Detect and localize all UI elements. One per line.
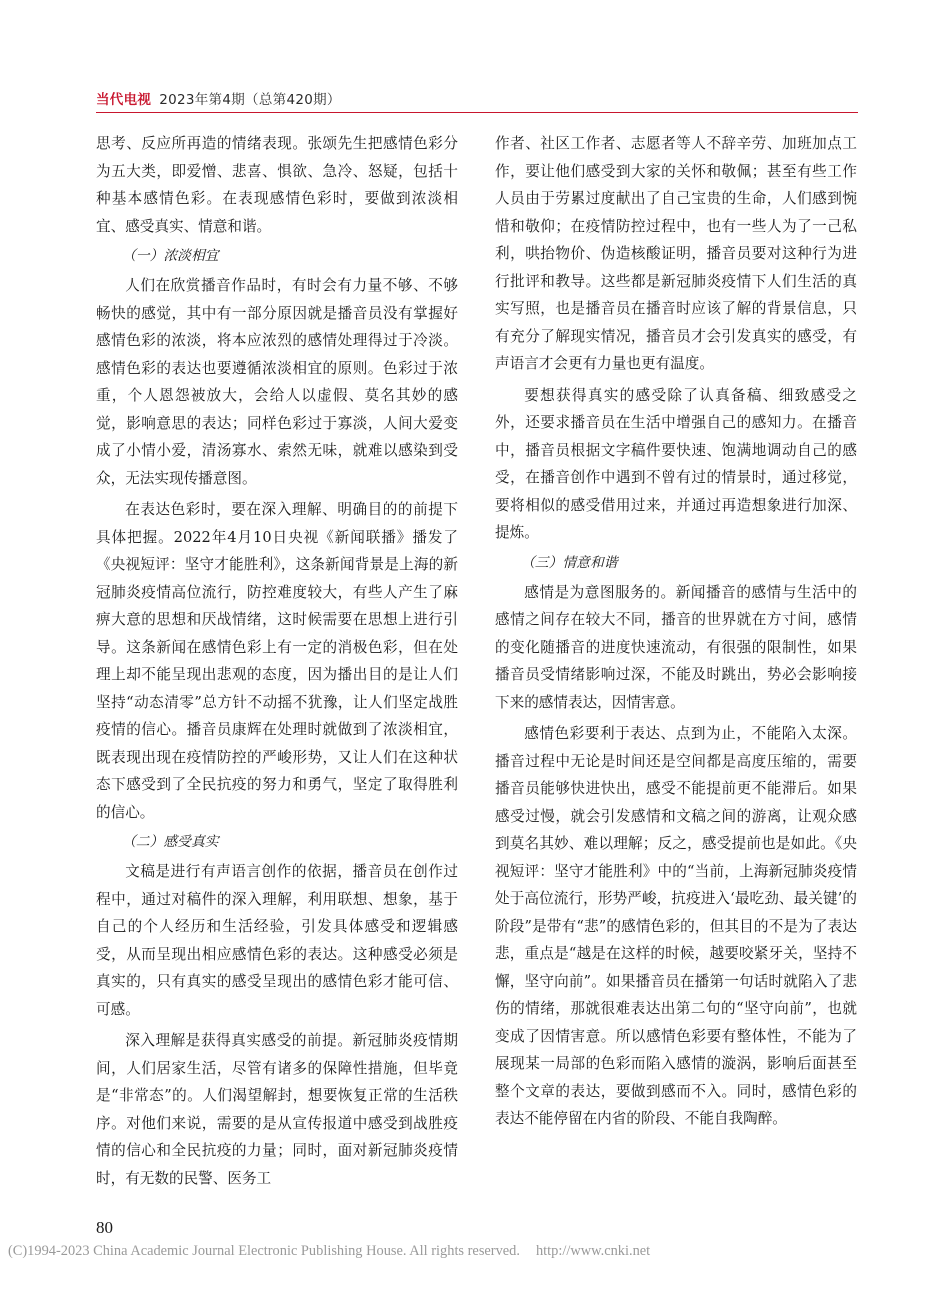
body-paragraph: 感情色彩要利于表达、点到为止，不能陷入太深。播音过程中无论是时间还是空间都是高度压缩的，需要播音员能够快进快出，感受不能提前更不能滞后。如果感受过慢，就会引发感情和文稿之间的游离，让观众感到莫名其妙、难以理解；反之，感受提前也是如此。《央视短评：坚守才能胜利》中的“当前，上海新冠肺炎疫情处于高位流行，形势严峻，抗疫进入‘最吃劲、最关键’的阶段”是带有“悲”的感情色彩的，但其目的不是为了表达悲，重点是“越是在这样的时候，越要咬紧牙关，坚持不懈，坚守向前”。如果播音员在播第一句话时就陷入了悲伤的情绪，那就很难表达出第二句的“坚守向前”，也就变成了因情害意。所以感情色彩要有整体性，不能为了展现某一局部的色彩而陷入感情的漩涡，影响后面甚至整个文章的表达，要做到感而不入。同时，感情色彩的表达不能停留在内省的阶段、不能自我陶醉。 <box>495 725 857 1127</box>
left-column <box>96 130 458 1192</box>
journal-name: 当代电视 <box>96 92 152 108</box>
running-header <box>96 88 341 108</box>
copyright-footer <box>8 1243 948 1260</box>
copyright-text: (C)1994-2023 China Academic Journal Electronic Publishing House. All rights reserved. <box>8 1243 520 1259</box>
right-column <box>495 130 857 1133</box>
section-heading: （二）感受真实 <box>122 834 219 850</box>
body-paragraph: 要想获得真实的感受除了认真备稿、细致感受之外，还要求播音员在生活中增强自己的感知力。在播音中，播音员根据文字稿件要快速、饱满地调动自己的感受，在播音创作中遇到不曾有过的情景时，通过移觉，要将相似的感受借用过来，并通过再造想象进行加深、提炼。 <box>495 386 857 541</box>
body-paragraph: 人们在欣赏播音作品时，有时会有力量不够、不够畅快的感觉，其中有一部分原因就是播音员没有掌握好感情色彩的浓淡，将本应浓烈的感情处理得过于冷淡。感情色彩的表达也要遵循浓淡相宜的原则。色彩过于浓重，个人恩怨被放大，会给人以虚假、莫名其妙的感觉，影响意思的表达；同样色彩过于寡淡，人间大爱变成了小情小爱，清汤寡水、索然无味，就难以感染到受众，无法实现传播意图。 <box>96 277 458 487</box>
footer-link[interactable]: http://www.cnki.net <box>535 1243 651 1259</box>
section-heading: （三）情意和谐 <box>521 554 618 571</box>
body-paragraph: 在表达色彩时，要在深入理解、明确目的的前提下具体把握。2022年4月10日央视《新闻联播》播发了《央视短评：坚守才能胜利》，这条新闻背景是上海的新冠肺炎疫情高位流行，防控难度较大，有些人产生了麻痹大意的思想和厌战情绪，这时候需要在思想上进行引导。这条新闻在感情色彩上有一定的消极色彩，但在处理上却不能呈现出悲观的态度，因为播出目的是让人们坚持“动态清零”总方针不动摇不犹豫，让人们坚定战胜疫情的信心。播音员康辉在处理时就做到了浓淡相宜，既表现出现在疫情防控的严峻形势，又让人们在这种状态下感受到了全民抗疫的努力和勇气，坚定了取得胜利的信心。 <box>96 501 458 821</box>
header-divider <box>96 112 858 113</box>
issue-info: 2023年第4期（总第420期） <box>159 92 341 108</box>
body-paragraph: 深入理解是获得真实感受的前提。新冠肺炎疫情期间，人们居家生活，尽管有诸多的保障性措施，但毕竟是“非常态”的。人们渴望解封，想要恢复正常的生活秩序。对他们来说，需要的是从宣传报道中感受到战胜疫情的信心和全民抗疫的力量；同时，面对新冠肺炎疫情时，有无数的民警、医务工 <box>96 1032 458 1187</box>
section-heading: （一）浓淡相宜 <box>122 248 219 264</box>
body-paragraph: 思考、反应所再造的情绪表现。张颂先生把感情色彩分为五大类，即爱憎、悲喜、惧欲、急冷、怒疑，包括十种基本感情色彩。在表现感情色彩时，要做到浓淡相宜、感受真实、情意和谐。 <box>96 135 458 235</box>
page-number: 80 <box>96 1218 113 1237</box>
body-paragraph: 文稿是进行有声语言创作的依据，播音员在创作过程中，通过对稿件的深入理解，利用联想、想象，基于自己的个人经历和生活经验，引发具体感受和逻辑感受，从而呈现出相应感情色彩的表达。这种感受必须是真实的，只有真实的感受呈现出的感情色彩才能可信、可感。 <box>96 863 458 1018</box>
body-paragraph: 感情是为意图服务的。新闻播音的感情与生活中的感情之间存在较大不同，播音的世界就在方寸间，感情的变化随播音的进度快速流动，有很强的限制性，如果播音员受情绪影响过深，不能及时跳出，势必会影响接下来的感情表达，因情害意。 <box>495 583 857 711</box>
body-paragraph: 作者、社区工作者、志愿者等人不辞辛劳、加班加点工作，要让他们感受到大家的关怀和敬佩；甚至有些工作人员由于劳累过度献出了自己宝贵的生命，人们感到惋惜和敬仰；在疫情防控过程中，也有一些人为了一己私利，哄抬物价、伪造核酸证明，播音员要对这种行为进行批评和教导。这些都是新冠肺炎疫情下人们生活的真实写照，也是播音员在播音时应该了解的背景信息，只有充分了解现实情况，播音员才会引发真实的感受，有声语言才会更有力量也更有温度。 <box>495 135 857 372</box>
